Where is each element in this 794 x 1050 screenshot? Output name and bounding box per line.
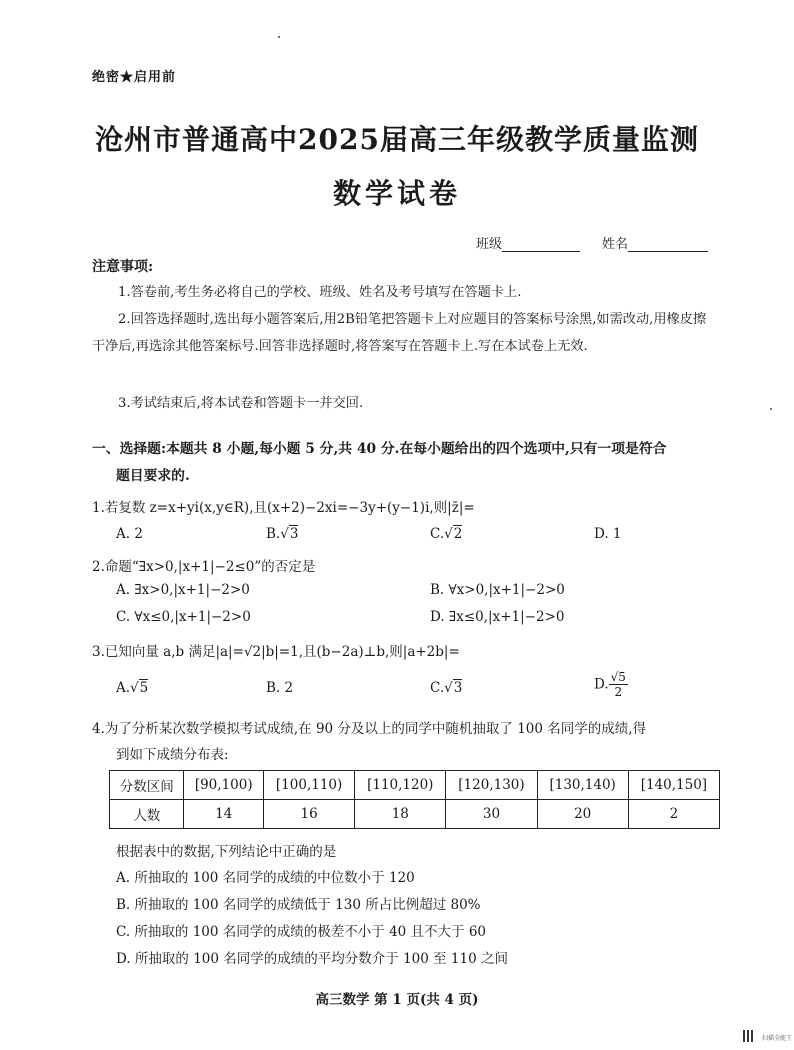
fraction-denominator: 2 — [614, 685, 623, 699]
table-cell: 人数 — [110, 800, 184, 829]
q1-option-c — [430, 526, 462, 542]
section-heading — [92, 436, 722, 490]
question-4-stem-line1: 4.为了分析某次数学模拟考试成绩,在 90 分及以上的同学中随机抽取了 100 名同学的成绩,得 — [92, 721, 647, 737]
score-distribution-table — [109, 770, 720, 829]
q2-option-c: C. ∀x≤0,|x+1|−2>0 — [116, 609, 251, 625]
student-info-fields — [476, 233, 708, 252]
q3-option-c-label: C. — [430, 680, 445, 696]
q3-option-a — [116, 680, 148, 696]
q2-option-d: D. ∃x≤0,|x+1|−2>0 — [430, 609, 565, 625]
q2-option-a: A. ∃x>0,|x+1|−2>0 — [116, 582, 250, 598]
notice-item: 3.考试结束后,将本试卷和答题卡一并交回. — [118, 396, 364, 411]
q3-option-c — [430, 680, 462, 696]
question-2-stem: 2.命题“∃x>0,|x+1|−2≤0”的否定是 — [92, 559, 316, 575]
table-cell: 20 — [537, 800, 628, 829]
confidential-label: 绝密★启用前 — [92, 70, 177, 85]
table-cell: 14 — [184, 800, 264, 829]
table-row — [110, 771, 720, 800]
section-heading-line1: 一、选择题:本题共 8 小题,每小题 5 分,共 40 分.在每小题给出的四个选项中,只有一项是符合 — [92, 441, 667, 457]
q4-option-d: D. 所抽取的 100 名同学的成绩的平均分数介于 100 至 110 之间 — [116, 951, 508, 967]
question-4-stem-line2: 到如下成绩分布表: — [116, 747, 229, 763]
question-4-stem — [92, 716, 722, 768]
q1-option-b-label: B. — [266, 526, 281, 542]
q1-option-d: D. 1 — [594, 526, 622, 542]
table-cell: 16 — [264, 800, 355, 829]
qr-code-icon — [743, 1030, 755, 1042]
section-heading-line2: 题目要求的. — [116, 468, 190, 484]
class-label: 班级 — [476, 237, 503, 252]
class-blank — [502, 237, 580, 252]
notice-item: 1.答卷前,考生务必将自己的学校、班级、姓名及考号填写在答题卡上. — [118, 285, 522, 300]
question-3-stem: 3.已知向量 a,b 满足|a|=√2|b|=1,且(b−2a)⊥b,则|a+2b|= — [92, 644, 460, 660]
name-label: 姓名 — [602, 237, 629, 252]
q3-option-d — [594, 670, 628, 699]
q3-option-d-label: D. — [594, 676, 609, 693]
q4-lead: 根据表中的数据,下列结论中正确的是 — [116, 844, 337, 860]
scan-speck — [278, 36, 280, 38]
exam-subtitle: 数学试卷 — [332, 177, 461, 210]
q3-option-d-fraction — [609, 670, 628, 699]
table-cell: [110,120) — [355, 771, 446, 800]
q4-option-b: B. 所抽取的 100 名同学的成绩低于 130 所占比例超过 80% — [116, 897, 481, 913]
table-cell: 18 — [355, 800, 446, 829]
q2-option-b: B. ∀x>0,|x+1|−2>0 — [430, 582, 565, 598]
table-cell: 30 — [446, 800, 537, 829]
notice-item: 2.回答选择题时,选出每小题答案后,用2B铅笔把答题卡上对应题目的答案标号涂黑,如需改动,用橡皮擦干净后,再选涂其他答案标号.回答非选择题时,将答案写在答题卡上.写在本试卷上无效. — [92, 312, 707, 354]
q3-option-a-label: A. — [116, 680, 131, 696]
q4-option-a: A. 所抽取的 100 名同学的成绩的中位数小于 120 — [116, 870, 415, 886]
q1-option-a: A. 2 — [116, 526, 143, 542]
q3-option-a-radicand: 5 — [139, 680, 149, 696]
q3-option-c-radicand: 3 — [453, 680, 463, 696]
table-cell: [140,150] — [628, 771, 719, 800]
q3-option-b: B. 2 — [266, 680, 294, 696]
sqrt-sign: √ — [444, 680, 453, 696]
sqrt-sign: √ — [130, 680, 139, 696]
table-cell: [90,100) — [184, 771, 264, 800]
sqrt-sign: √ — [444, 526, 453, 542]
table-cell: 分数区间 — [110, 771, 184, 800]
sqrt-sign: √ — [280, 526, 289, 542]
q1-option-b-radicand: 3 — [289, 526, 299, 542]
q1-option-c-radicand: 2 — [453, 526, 463, 542]
fraction-numerator: √5 — [610, 670, 626, 684]
table-cell: 2 — [628, 800, 719, 829]
q1-option-c-label: C. — [430, 526, 445, 542]
scanner-watermark: 扫描全能王 — [762, 1035, 793, 1042]
table-cell: [120,130) — [446, 771, 537, 800]
page-footer: 高三数学 第 1 页(共 4 页) — [315, 992, 479, 1008]
exam-title: 沧州市普通高中2025届高三年级教学质量监测 — [95, 123, 699, 156]
notice-heading: 注意事项: — [92, 259, 154, 275]
name-blank — [628, 237, 708, 252]
table-cell: [100,110) — [264, 771, 355, 800]
table-cell: [130,140) — [537, 771, 628, 800]
scan-speck — [770, 408, 772, 410]
table-row — [110, 800, 720, 829]
question-1-stem: 1.若复数 z=x+yi(x,y∈R),且(x+2)−2xi=−3y+(y−1)i,则|z̄|= — [92, 500, 475, 516]
q4-option-c: C. 所抽取的 100 名同学的成绩的极差不小于 40 且不大于 60 — [116, 924, 487, 940]
q1-option-b — [266, 526, 298, 542]
